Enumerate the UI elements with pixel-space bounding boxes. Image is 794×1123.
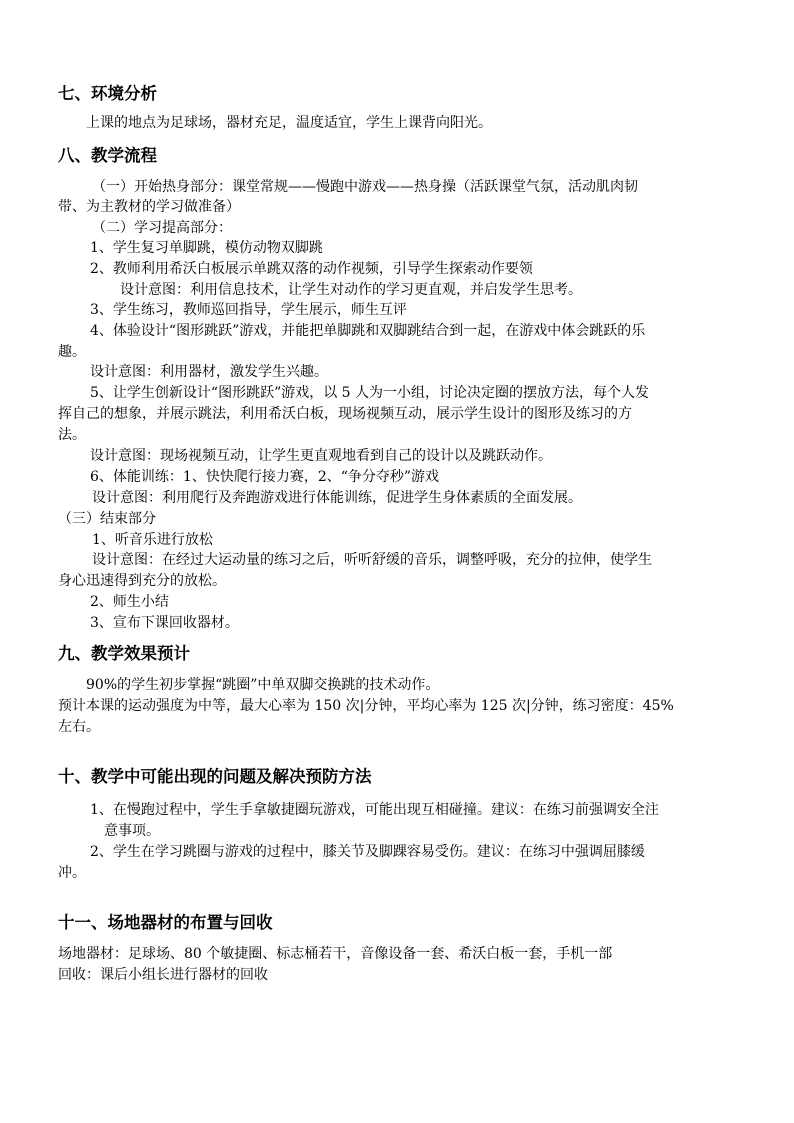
problem-2-line-1: 2、学生在学习跳圈与游戏的过程中，膝关节及脚踝容易受伤。建议：在练习中强调屈膝缓 xyxy=(90,844,645,860)
design-intent-2: 设计意图：利用器材，激发学生兴趣。 xyxy=(90,364,328,380)
step-1: 1、学生复习单脚跳，模仿动物双脚跳 xyxy=(90,240,323,256)
warmup-line-2: 带、为主教材的学习做准备） xyxy=(58,199,240,215)
recovery-line: 回收：课后小组长进行器材的回收 xyxy=(58,967,268,983)
section-7-paragraph: 上课的地点为足球场，器材充足，温度适宜，学生上课背向阳光。 xyxy=(86,115,492,131)
step-4-line-1: 4、体验设计“图形跳跃”游戏，并能把单脚跳和双脚跳结合到一起，在游戏中体会跳跃的乐 xyxy=(90,323,646,339)
design-intent-1: 设计意图：利用信息技术，让学生对动作的学习更直观，并启发学生思考。 xyxy=(120,282,582,298)
warmup-line-1: （一）开始热身部分：课堂常规——慢跑中游戏——热身操（活跃课堂气氛，活动肌肉韧 xyxy=(92,179,638,195)
step-5-line-1: 5、让学生创新设计“图形跳跃”游戏，以 5 人为一小组，讨论决定圈的摆放方法，每个人发 xyxy=(90,385,650,401)
section-8-heading: 八、教学流程 xyxy=(58,146,157,165)
section-10-heading: 十、教学中可能出现的问题及解决预防方法 xyxy=(58,767,372,786)
design-intent-4: 设计意图：利用爬行及奔跑游戏进行体能训练，促进学生身体素质的全面发展。 xyxy=(92,490,582,506)
ending-step-1: 1、听音乐进行放松 xyxy=(92,532,213,548)
section-7-heading: 七、环境分析 xyxy=(58,84,157,103)
design-intent-5-line-2: 身心迅速得到充分的放松。 xyxy=(58,573,226,589)
effect-line-3: 左右。 xyxy=(58,719,100,735)
equipment-line: 场地器材：足球场、80 个敏捷圈、标志桶若干，音像设备一套、希沃白板一套，手机一部 xyxy=(58,946,613,962)
problem-1-line-1: 1、在慢跑过程中，学生手拿敏捷圈玩游戏，可能出现互相碰撞。建议：在练习前强调安全注 xyxy=(90,802,659,818)
learning-part-heading: （二）学习提高部分： xyxy=(92,220,232,236)
step-5-line-3: 法。 xyxy=(58,427,86,443)
step-6: 6、体能训练：1、快快爬行接力赛，2、“争分夺秒”游戏 xyxy=(90,469,440,485)
effect-line-2: 预计本课的运动强度为中等，最大心率为 150 次|分钟，平均心率为 125 次|分钟，练习密度：45% xyxy=(58,698,674,714)
step-3: 3、学生练习，教师巡回指导，学生展示，师生互评 xyxy=(90,302,407,318)
problem-2-line-2: 冲。 xyxy=(58,865,86,881)
step-2: 2、教师利用希沃白板展示单跳双落的动作视频，引导学生探索动作要领 xyxy=(90,261,533,277)
ending-part-heading: （三）结束部分 xyxy=(58,511,156,527)
ending-step-3: 3、宣布下课回收器材。 xyxy=(90,615,239,631)
effect-line-1: 90%的学生初步掌握“跳圈”中单双脚交换跳的技术动作。 xyxy=(86,677,440,693)
section-9-heading: 九、教学效果预计 xyxy=(58,644,190,663)
design-intent-3: 设计意图：现场视频互动，让学生更直观地看到自己的设计以及跳跃动作。 xyxy=(90,448,552,464)
section-11-heading: 十一、场地器材的布置与回收 xyxy=(58,913,273,932)
design-intent-5-line-1: 设计意图：在经过大运动量的练习之后，听听舒缓的音乐，调整呼吸，充分的拉伸，使学生 xyxy=(92,552,652,568)
step-5-line-2: 挥自己的想象，并展示跳法，利用希沃白板，现场视频互动，展示学生设计的图形及练习的方 xyxy=(58,406,632,422)
ending-step-2: 2、师生小结 xyxy=(90,594,169,610)
step-4-line-2: 趣。 xyxy=(58,344,86,360)
problem-1-line-2: 意事项。 xyxy=(104,823,160,839)
